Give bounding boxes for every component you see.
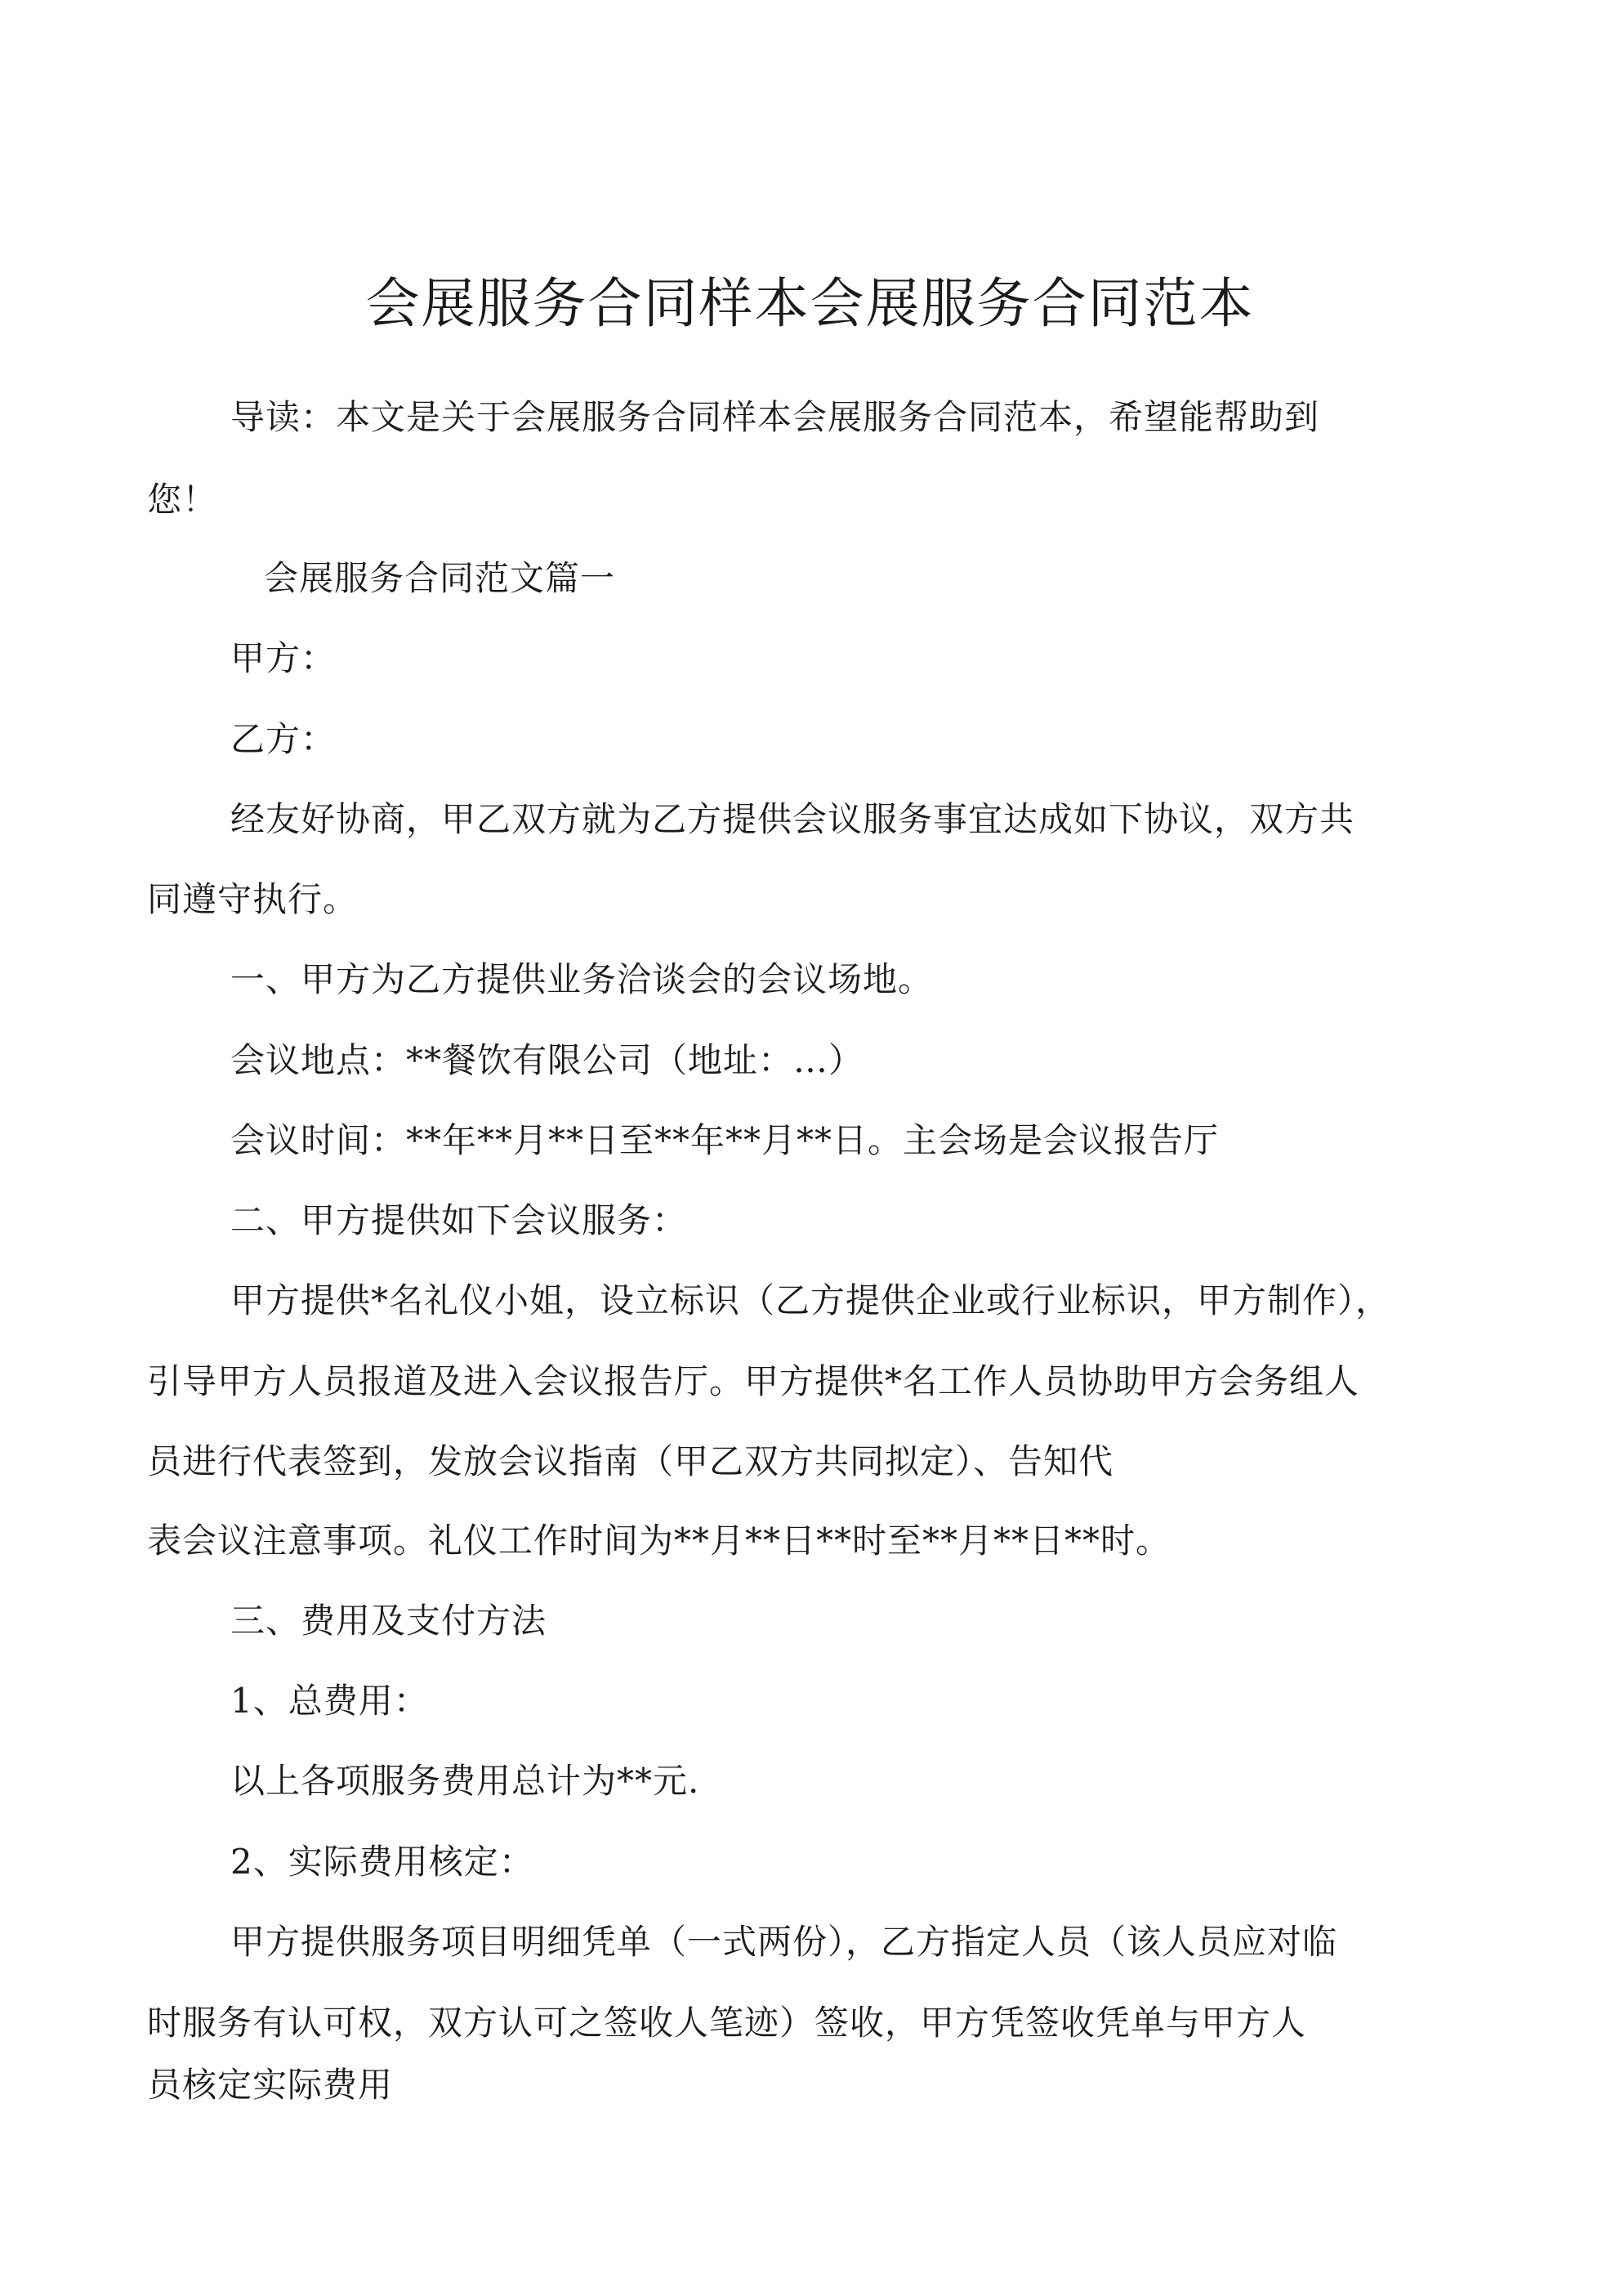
paragraph-line: 甲方提供*名礼仪小姐，设立标识（乙方提供企业或行业标识，甲方制作）， [230,1280,1391,1320]
paragraph-line: 同遵守执行。 [147,879,359,919]
paragraph-line: 会议时间：**年**月**日至**年**月**日。主会场是会议报告厅 [230,1120,1220,1160]
paragraph-line: 员核定实际费用 [147,2065,394,2105]
paragraph-line: 时服务有认可权，双方认可之签收人笔迹）签收，甲方凭签收凭单与甲方人 [147,2003,1307,2043]
paragraph-line: 会议地点：**餐饮有限公司（地址：…） [230,1040,864,1080]
sub-clause-heading: 1、总费用： [230,1681,429,1721]
paragraph-line: 导读：本文是关于会展服务合同样本会展服务合同范本，希望能帮助到 [230,397,1320,437]
party-a-label: 甲方： [230,638,337,678]
paragraph-line: 甲方提供服务项目明细凭单（一式两份），乙方指定人员（该人员应对临 [230,1922,1338,1962]
paragraph-line: 表会议注意事项。礼仪工作时间为**月**日**时至**月**日**时。 [147,1521,1171,1561]
clause-heading: 三、费用及支付方法 [230,1601,547,1641]
paragraph-line: 经友好协商，甲乙双方就为乙方提供会议服务事宜达成如下协议，双方共 [230,799,1355,839]
sub-clause-heading: 2、实际费用核定： [230,1842,534,1882]
paragraph-line: 您！ [147,480,218,520]
clause-heading: 二、甲方提供如下会议服务： [230,1200,688,1240]
paragraph-line: 员进行代表签到，发放会议指南（甲乙双方共同拟定）、告知代 [147,1441,1114,1481]
paragraph-line: 引导甲方人员报道及进入会议报告厅。甲方提供*名工作人员协助甲方会务组人 [147,1361,1360,1401]
clause-heading: 一、甲方为乙方提供业务洽谈会的会议场地。 [230,959,934,999]
party-b-label: 乙方： [230,719,337,759]
section-heading: 会展服务合同范文篇一 [264,558,616,598]
document-title: 会展服务合同样本会展服务合同范本 [365,272,1255,335]
paragraph-line: 以上各项服务费用总计为**元. [230,1761,700,1801]
